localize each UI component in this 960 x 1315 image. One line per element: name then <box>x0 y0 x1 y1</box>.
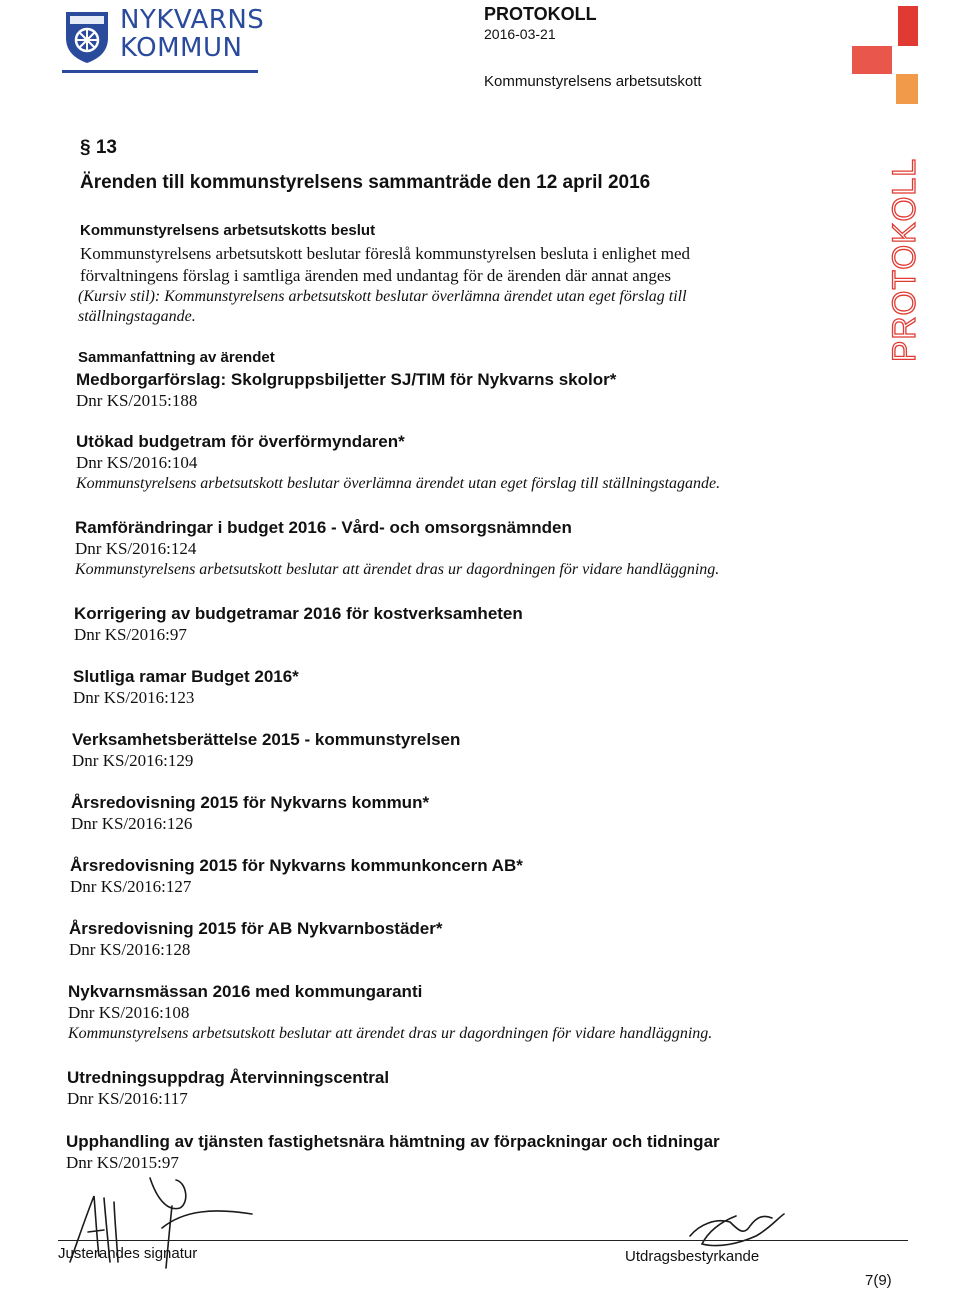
item-dnr: Dnr KS/2016:126 <box>71 814 193 833</box>
page-number: 7(9) <box>865 1272 892 1289</box>
item-dnr: Dnr KS/2016:123 <box>73 688 195 707</box>
item-dnr: Dnr KS/2016:124 <box>75 539 197 558</box>
item-note: Kommunstyrelsens arbetsutskott beslutar att ärendet dras ur dagordningen för vidare handläggning. <box>68 1025 713 1042</box>
item-title: Utökad budgetram för överförmyndaren* <box>76 432 405 451</box>
item-title: Slutliga ramar Budget 2016* <box>73 667 299 686</box>
item-title: Utredningsuppdrag Återvinningscentral <box>67 1068 390 1087</box>
item-dnr: Dnr KS/2016:108 <box>68 1003 190 1022</box>
adjuster-signature-label: Justerandes signatur <box>58 1245 198 1262</box>
logo-line-1: NYKVARNS <box>120 5 265 35</box>
item-dnr: Dnr KS/2015:188 <box>76 391 198 410</box>
item-dnr: Dnr KS/2016:127 <box>70 877 192 896</box>
paragraph-number: § 13 <box>80 137 117 158</box>
item-title: Medborgarförslag: Skolgruppsbiljetter SJ/TIM för Nykvarns skolor* <box>76 370 617 389</box>
item-note: Kommunstyrelsens arbetsutskott beslutar överlämna ärendet utan eget förslag till ställningstagande. <box>76 475 721 492</box>
item-title: Årsredovisning 2015 för Nykvarns kommun* <box>71 793 430 812</box>
signature-line <box>58 1240 908 1241</box>
document-type: PROTOKOLL <box>484 4 597 24</box>
item-title: Årsredovisning 2015 för AB Nykvarnbostäder* <box>69 919 443 938</box>
decision-heading: Kommunstyrelsens arbetsutskotts beslut <box>80 222 376 239</box>
side-label-text: PROTOKOLL <box>886 157 922 362</box>
item-dnr: Dnr KS/2016:129 <box>72 751 194 770</box>
item-title: Ramförändringar i budget 2016 - Vård- och omsorgsnämnden <box>75 518 572 537</box>
logo-line-2: KOMMUN <box>120 33 243 63</box>
organization-name: Kommunstyrelsens arbetsutskott <box>484 73 702 90</box>
item-dnr: Dnr KS/2016:97 <box>74 625 187 644</box>
item-dnr: Dnr KS/2016:104 <box>76 453 198 472</box>
certification-label: Utdragsbestyrkande <box>625 1248 760 1265</box>
decision-text: Kommunstyrelsens arbetsutskott beslutar föreslå kommunstyrelsen besluta i enlighet med förvaltningens förslag i samtliga ärenden med undantag för de ärenden där annat anges <box>80 244 690 285</box>
main-title: Ärenden till kommunstyrelsens sammanträde den 12 april 2016 <box>80 172 651 193</box>
item-title: Nykvarnsmässan 2016 med kommungaranti <box>68 982 423 1001</box>
item-title: Årsredovisning 2015 för Nykvarns kommunkoncern AB* <box>70 856 523 875</box>
summary-heading: Sammanfattning av ärendet <box>78 349 275 366</box>
item-dnr: Dnr KS/2016:117 <box>67 1089 188 1108</box>
item-dnr: Dnr KS/2015:97 <box>66 1153 179 1172</box>
item-title: Verksamhetsberättelse 2015 - kommunstyrelsen <box>72 730 461 749</box>
decision-italic: (Kursiv stil): Kommunstyrelsens arbetsutskott beslutar överlämna ärendet utan eget förslag till ställningstagande. <box>78 288 687 325</box>
item-title: Upphandling av tjänsten fastighetsnära hämtning av förpackningar och tidningar <box>66 1132 720 1151</box>
item-dnr: Dnr KS/2016:128 <box>69 940 191 959</box>
item-note: Kommunstyrelsens arbetsutskott beslutar att ärendet dras ur dagordningen för vidare handläggning. <box>75 561 720 578</box>
item-title: Korrigering av budgetramar 2016 för kostverksamheten <box>74 604 523 623</box>
document-date: 2016-03-21 <box>484 26 556 42</box>
